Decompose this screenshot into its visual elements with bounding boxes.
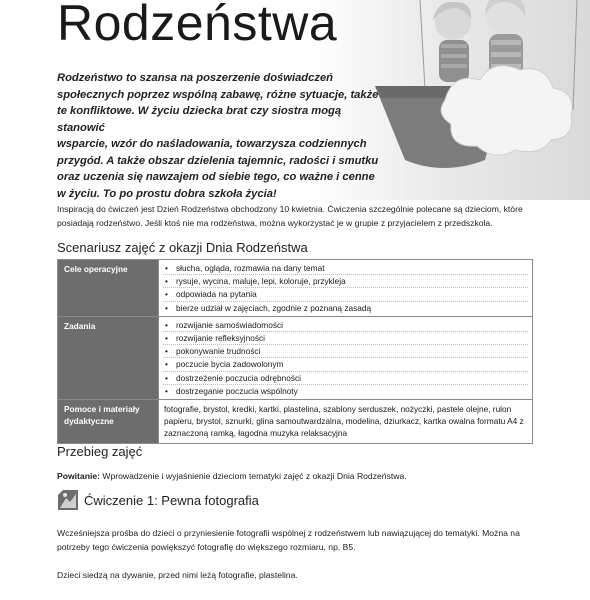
intro-line: Rodzeństwo to szansa na poszerzenie doświadczeń — [57, 72, 334, 84]
row-content: fotografie, brystol, kredki, kartki, plastelina, szablony serduszek, nożyczki, pastele olejne, rulon papieru, brystol, sznurki, glina samoutwardzalna, modelina, dziurkacz, kartka owalna formatu A4 z zaznaczoną ramką, łagodna muzyka relaksacyjna — [159, 400, 533, 444]
list-item: • dostrzeżenie poczucia odrębności — [163, 372, 528, 385]
table-row — [58, 400, 533, 444]
table-row — [58, 316, 533, 399]
bullet-list — [163, 319, 528, 397]
exercise-paragraph: Dzieci siedzą na dywanie, przed nimi leżą fotografie, plastelina. — [57, 570, 298, 580]
inspiration-line: Inspiracją do ćwiczeń jest Dzień Rodzeństwa obchodzony 10 kwietnia. Ćwiczenia szczególnie polecane są dzieciom, które — [57, 204, 523, 214]
exercise-paragraph — [57, 526, 542, 554]
list-item: • rysuje, wycina, maluje, lepi, koloruje, przykleja — [163, 275, 528, 288]
exercise-line: potrzeby tego ćwiczenia powiększyć fotografię do większego rozmiaru, np. B5. — [57, 542, 356, 552]
inspiration-paragraph — [57, 202, 542, 230]
intro-line: przygód. A także obszar dzielenia tajemnic, radości i smutku — [57, 154, 379, 167]
intro-line: oraz uczenia się nawzajem od siebie tego, co ważne i cenne — [57, 171, 375, 183]
row-content — [159, 316, 533, 399]
list-item: • dostrzeganie poczucia wspólnoty — [163, 385, 528, 397]
exercise-title: Ćwiczenie 1: Pewna fotografia — [84, 493, 259, 508]
list-item: • pokonywanie trudności — [163, 345, 528, 358]
row-label: Zadania — [58, 316, 159, 399]
intro-line: te konfliktowe. W życiu dziecka brat czy siostra mogą stanowić — [57, 105, 342, 134]
exercise-icon — [57, 489, 79, 511]
intro-line: wsparcie, wzór do naśladowania, towarzysza codziennych — [57, 138, 367, 150]
scenario-heading: Scenariusz zajęć z okazji Dnia Rodzeństwa — [57, 240, 308, 255]
greeting-paragraph — [57, 469, 542, 483]
scenario-table — [57, 259, 533, 444]
list-item: • bierze udział w zajęciach, zgodnie z poznaną zasadą — [163, 302, 528, 314]
intro-line: w życiu. To po prostu dobra szkoła życia! — [57, 187, 277, 200]
greeting-label: Powitanie: — [57, 471, 100, 481]
list-item: • odpowiada na pytania — [163, 288, 528, 301]
page-title: Rodzeństwa — [57, 0, 338, 51]
inspiration-line: posiadają rodzeństwo. Jeśli ktoś nie ma rodzeństwa, można wykorzystać je w grupie z przyjacielem z przedszkola. — [57, 218, 493, 228]
course-heading: Przebieg zajęć — [57, 444, 143, 459]
list-item: • poczucie bycia zadowolonym — [163, 358, 528, 371]
intro-line: społecznych poprzez wspólną zabawę, różne sytuacje, także — [57, 88, 379, 101]
intro-paragraph — [57, 70, 387, 200]
row-content — [159, 260, 533, 317]
list-item: • rozwijanie refleksyjności — [163, 332, 528, 345]
row-label: Pomoce i materiały dydaktyczne — [58, 400, 159, 444]
list-item: • słucha, ogląda, rozmawia na dany temat — [163, 262, 528, 275]
hero-section — [0, 0, 590, 200]
exercise-line: Wcześniejsza prośba do dzieci o przyniesienie fotografii wspólnej z rodzeństwem lub nawiązującej do tematyki. Można na — [57, 528, 520, 538]
list-item: • rozwijanie samoświadomości — [163, 319, 528, 332]
greeting-text: Wprowadzenie i wyjaśnienie dzieciom tematyki zajęć z okazji Dnia Rodzeństwa. — [99, 471, 407, 481]
row-label: Cele operacyjne — [58, 260, 159, 317]
table-row — [58, 260, 533, 317]
bullet-list — [163, 262, 528, 314]
